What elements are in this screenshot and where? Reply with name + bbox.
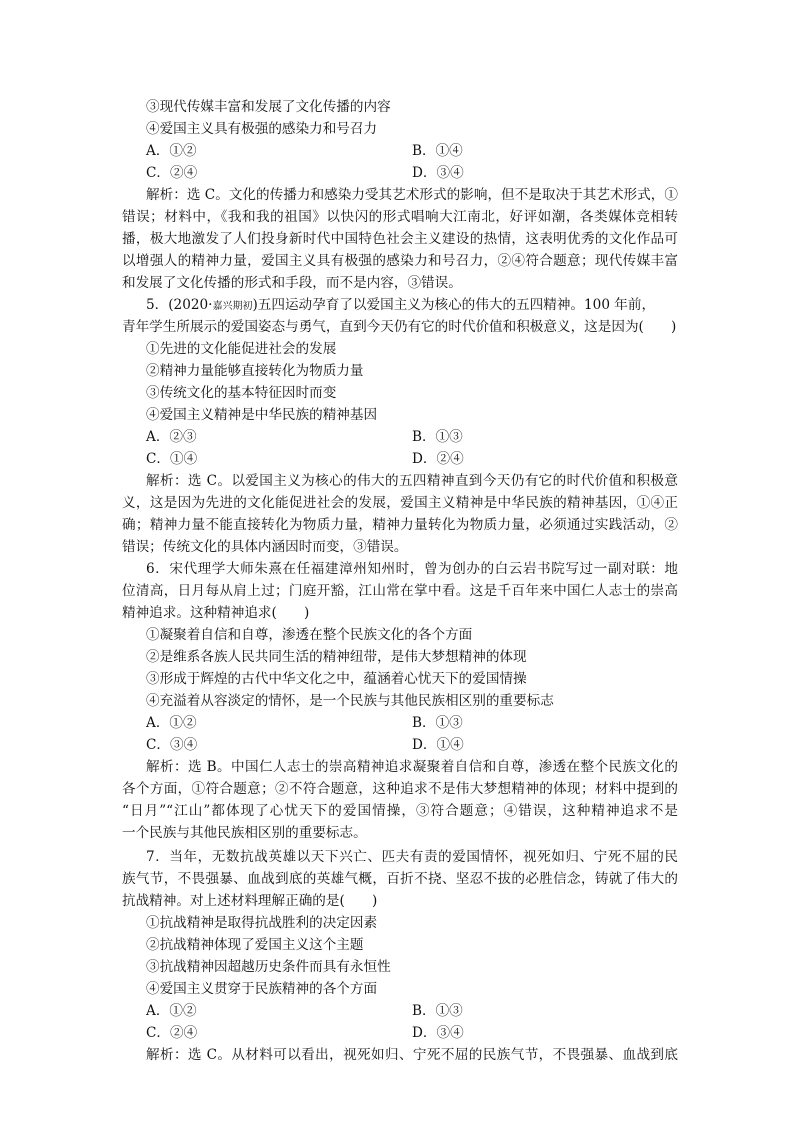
q5-stem-line-2: 青年学生所展示的爱国姿态与勇气，直到今天仍有它的时代价值和积极意义，这是因为( ) [122, 319, 677, 335]
q5-analysis-line-4: 错误；传统文化的具体内涵因时而变，③错误。 [122, 539, 408, 555]
q5-stem-rest: )五四运动孕育了以爱国主义为核心的伟大的五四精神。100 年前， [252, 297, 656, 313]
q6-analysis-line-3: “日月”“江山”都体现了心忧天下的爱国情操，③符合题意；④错误，这种精神追求不是 [122, 803, 678, 819]
q6-item-1: ①凝聚着自信和自尊，渗透在整个民族文化的各个方面 [146, 627, 473, 643]
q4-option-d: D．③④ [412, 165, 464, 181]
q6-item-4: ④充溢着从容淡定的情怀，是一个民族与其他民族相区别的重要标志 [146, 693, 554, 709]
q5-item-3: ③传统文化的基本特征因时而变 [146, 385, 337, 401]
q5-stem-source: 嘉兴期初 [212, 301, 253, 312]
q5-item-4: ④爱国主义精神是中华民族的精神基因 [146, 407, 378, 423]
q6-stem-line-2: 位清高，日月每从肩上过；门庭开豁，江山常在掌中看。这是千百年来中国仁人志士的崇高 [122, 583, 678, 599]
q7-stem-line-1: 7．当年，无数抗战英雄以天下兴亡、匹夫有责的爱国情怀，视死如归、宁死不屈的民 [146, 849, 678, 865]
q6-stem-line-1: 6．宋代理学大师朱熹在任福建漳州知州时，曾为创办的白云岩书院写过一副对联：地 [146, 561, 678, 577]
q4-analysis-line-4: 以增强人的精神力量，爱国主义具有极强的感染力和号召力，②④符合题意；现代传媒丰富 [122, 253, 678, 269]
q5-item-2: ②精神力量能够直接转化为物质力量 [146, 363, 364, 379]
q6-option-d: D．①④ [412, 737, 464, 753]
q7-item-4: ④爱国主义贯穿于民族精神的各个方面 [146, 981, 378, 997]
q5-analysis-line-1: 解析：选 C。以爱国主义为核心的伟大的五四精神直到今天仍有它的时代价值和积极意 [146, 473, 678, 489]
q4-item-4: ④爱国主义具有极强的感染力和号召力 [146, 121, 378, 137]
q5-option-b: B．①③ [412, 429, 463, 445]
q6-analysis-line-2: 各个方面，①符合题意；②不符合题意，这种追求不是伟大梦想精神的体现；材料中提到的 [122, 781, 678, 797]
q6-analysis-line-4: 一个民族与其他民族相区别的重要标志。 [122, 825, 367, 841]
q4-analysis-line-2: 错误；材料中，《我和我的祖国》以快闪的形式唱响大江南北，好评如潮，各类媒体竞相转 [122, 209, 678, 225]
q7-item-2: ②抗战精神体现了爱国主义这个主题 [146, 937, 364, 953]
q7-option-c: C．②④ [146, 1025, 198, 1041]
q6-analysis-line-1: 解析：选 B。中国仁人志士的崇高精神追求凝聚着自信和自尊，渗透在整个民族文化的 [146, 759, 678, 775]
q5-option-c: C．①④ [146, 451, 198, 467]
q4-item-3: ③现代传媒丰富和发展了文化传播的内容 [146, 99, 391, 115]
q7-item-3: ③抗战精神因超越历史条件而具有永恒性 [146, 959, 391, 975]
q7-analysis-line-1: 解析：选 C。从材料可以看出，视死如归、宁死不屈的民族气节，不畏强暴、血战到底 [146, 1047, 678, 1063]
q4-option-b: B．①④ [412, 143, 463, 159]
q5-stem-prefix: 5．(2020· [146, 297, 213, 313]
q4-option-c: C．②④ [146, 165, 198, 181]
q5-analysis-line-2: 义，这是因为先进的文化能促进社会的发展，爱国主义精神是中华民族的精神基因，①④正 [122, 495, 678, 511]
q4-option-a: A．①② [146, 143, 197, 159]
q5-analysis-line-3: 确；精神力量不能直接转化为物质力量，精神力量转化为物质力量，必须通过实践活动，② [122, 517, 678, 533]
q5-item-1: ①先进的文化能促进社会的发展 [146, 341, 337, 357]
q4-analysis-line-1: 解析：选 C。文化的传播力和感染力受其艺术形式的影响，但不是取决于其艺术形式，① [146, 187, 678, 203]
q7-option-a: A．①② [146, 1003, 197, 1019]
q4-analysis-line-5: 和发展了文化传播的形式和手段，而不是内容，③错误。 [122, 275, 462, 291]
q7-option-d: D．③④ [412, 1025, 464, 1041]
q6-item-3: ③形成于辉煌的古代中华文化之中，蕴涵着心忧天下的爱国情操 [146, 671, 527, 687]
q7-stem-line-2: 族气节，不畏强暴、血战到底的英雄气概，百折不挠、坚忍不拔的必胜信念，铸就了伟大的 [122, 871, 678, 887]
q4-analysis-line-3: 播，极大地激发了人们投身新时代中国特色社会主义建设的热情，这表明优秀的文化作品可 [122, 231, 678, 247]
q5-option-a: A．②③ [146, 429, 197, 445]
q6-option-c: C．③④ [146, 737, 198, 753]
q6-option-a: A．①② [146, 715, 197, 731]
q6-item-2: ②是维系各族人民共同生活的精神纽带，是伟大梦想精神的体现 [146, 649, 527, 665]
q6-stem-line-3: 精神追求。这种精神追求( ) [122, 605, 310, 621]
q5-stem-line-1 [146, 294, 655, 318]
q7-stem-line-3: 抗战精神。对上述材料理解正确的是( ) [122, 893, 378, 909]
q7-option-b: B．①③ [412, 1003, 463, 1019]
q5-option-d: D．②④ [412, 451, 464, 467]
q7-item-1: ①抗战精神是取得抗战胜利的决定因素 [146, 915, 378, 931]
q6-option-b: B．①③ [412, 715, 463, 731]
